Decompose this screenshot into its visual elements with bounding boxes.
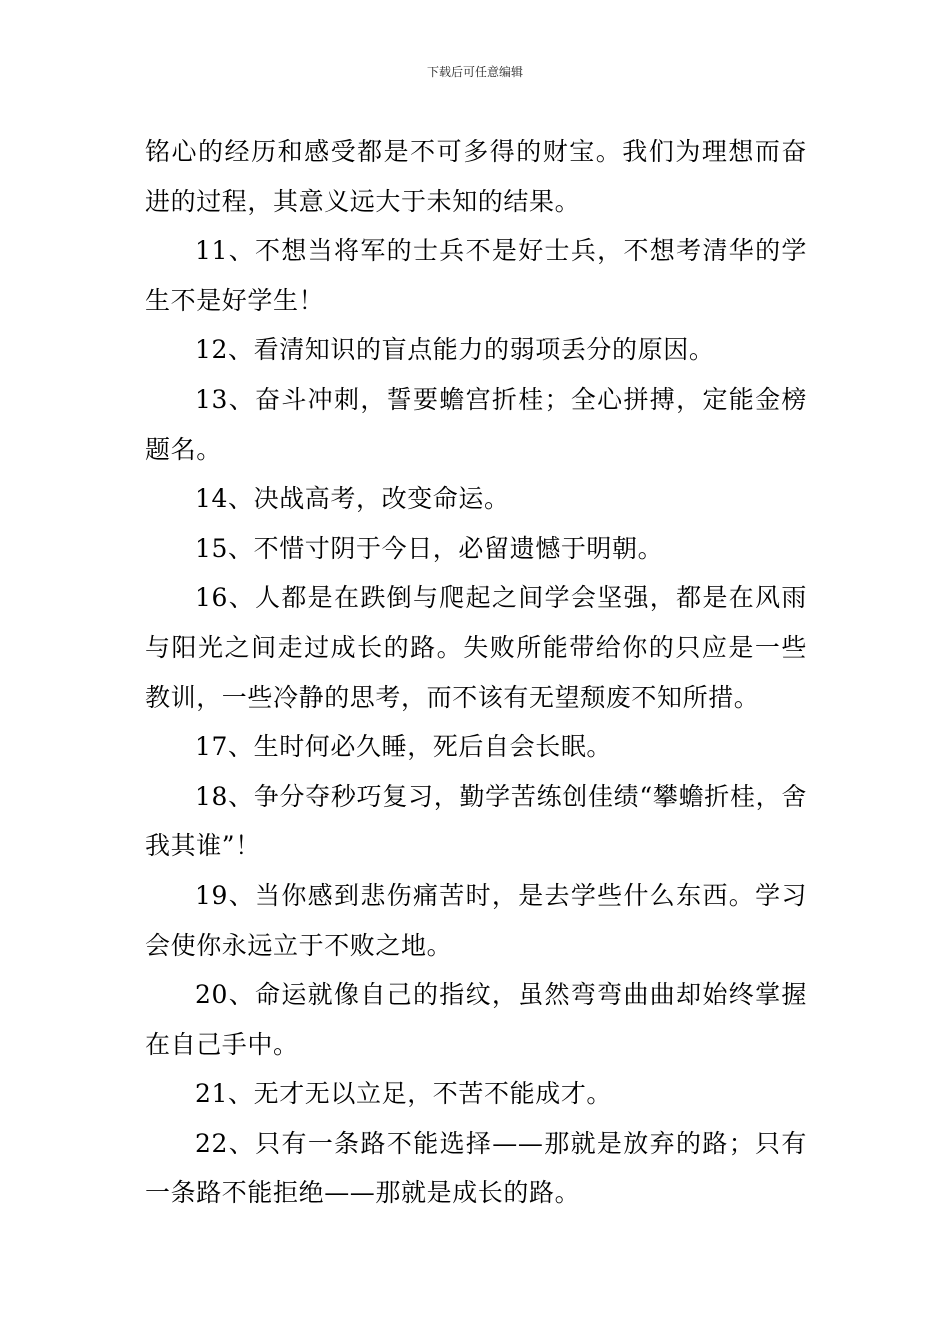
paragraph-15: 15、不惜寸阴于今日，必留遗憾于明朝。 xyxy=(195,533,664,563)
paragraph-19: 19、当你感到悲伤痛苦时，是去学些什么东西。学习会使你永远立于不败之地。 xyxy=(145,880,807,960)
paragraph-17: 17、生时何必久睡，死后自会长眠。 xyxy=(195,732,613,762)
paragraph-13: 13、奋斗冲刺，誓要蟾宫折桂；全心拼搏，定能金榜题名。 xyxy=(145,384,807,464)
paragraph-12: 12、看清知识的盲点能力的弱项丢分的原因。 xyxy=(195,335,715,365)
paragraph-18: 18、争分夺秒巧复习，勤学苦练创佳绩“攀蟾折桂，舍我其谁”！ xyxy=(145,781,807,861)
paragraph-11: 11、不想当将军的士兵不是好士兵，不想考清华的学生不是好学生！ xyxy=(145,236,807,315)
paragraph-21: 21、无才无以立足，不苦不能成才。 xyxy=(195,1079,613,1109)
paragraph-14: 14、决战高考，改变命运。 xyxy=(195,484,510,514)
paragraph-continued: 铭心的经历和感受都是不可多得的财宝。我们为理想而奋进的过程，其意义远大于未知的结果。 xyxy=(145,137,807,216)
document-body xyxy=(145,127,807,1218)
paragraph-16: 16、人都是在跌倒与爬起之间学会坚强，都是在风雨与阳光之间走过成长的路。失败所能带给你的只应是一些教训，一些冷静的思考，而不该有无望颓废不知所措。 xyxy=(145,583,807,712)
page-header: 下载后可任意编辑 xyxy=(426,65,523,79)
paragraph-22: 22、只有一条路不能选择——那就是放弃的路；只有一条路不能拒绝——那就是成长的路。 xyxy=(145,1128,807,1208)
paragraph-20: 20、命运就像自己的指纹，虽然弯弯曲曲却始终掌握在自己手中。 xyxy=(145,980,807,1059)
